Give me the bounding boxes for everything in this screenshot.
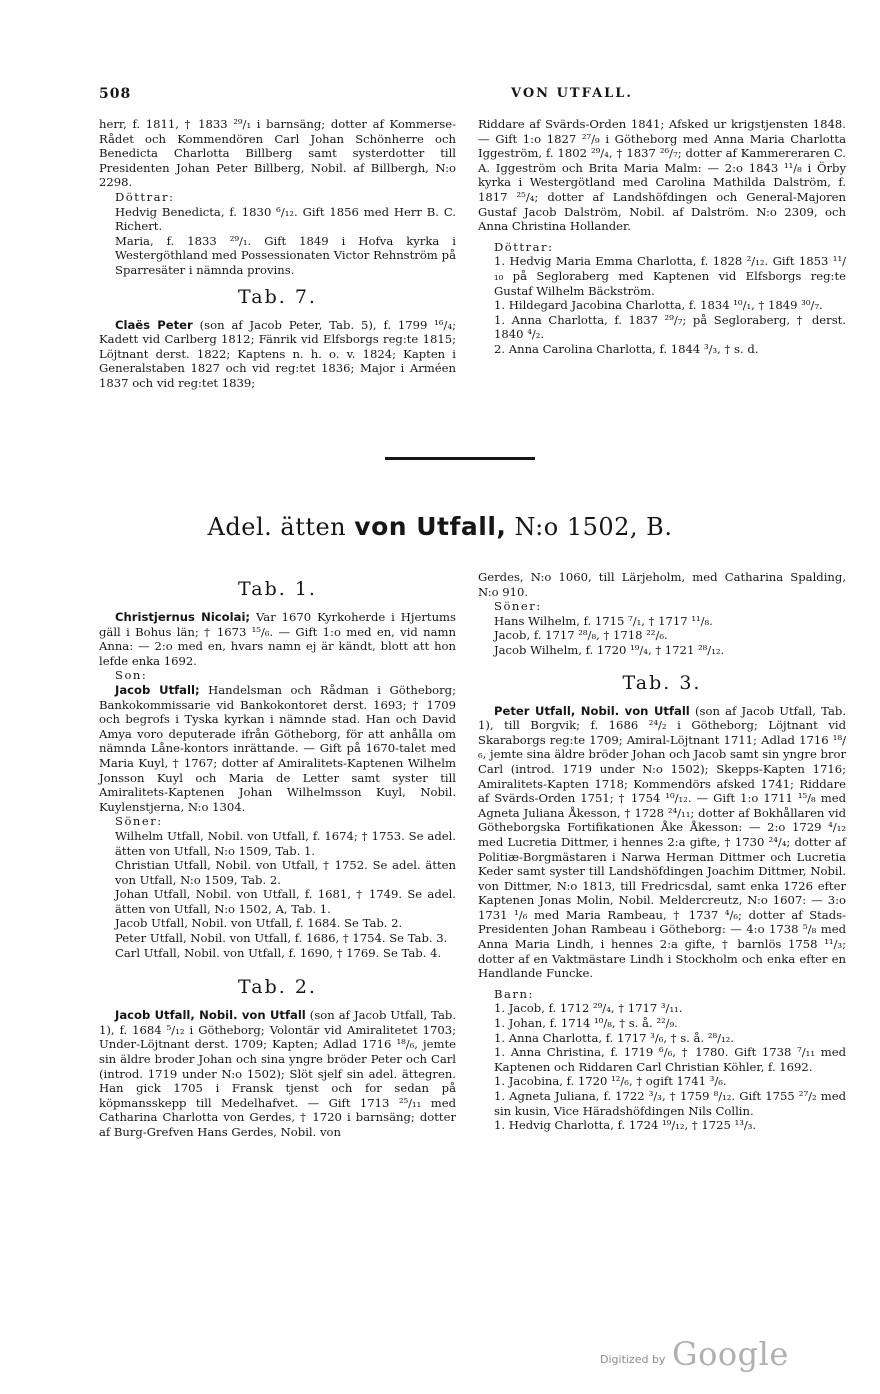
- children-label: Barn:: [494, 986, 534, 1001]
- child-entry: 1. Anna Christina, f. 1719 ⁶/₆, † 1780. Gift 1738 ⁷/₁₁ med Kaptenen och Riddaren Carl Christian Köhler, f. 1692.: [494, 1045, 846, 1074]
- child-entry: 1. Johan, f. 1714 ¹⁰/₈, † s. å. ²²/₉.: [494, 1016, 678, 1031]
- child-entry: 1. Agneta Juliana, f. 1722 ³/₃, † 1759 ⁸/₁₂. Gift 1755 ²⁷/₂ med sin kusin, Vice Häradshöfdingen Nils Collin.: [494, 1089, 846, 1118]
- child-entry: 1. Anna Charlotta, f. 1717 ³/₆, † s. å. ²⁸/₁₂.: [494, 1030, 735, 1045]
- son-entry: Jacob, f. 1717 ²⁸/₈, † 1718 ²²/₆.: [494, 628, 668, 643]
- son-entry: Peter Utfall, Nobil. von Utfall, f. 1686, † 1754. Se Tab. 3.: [115, 931, 448, 946]
- paragraph: Gerdes, N:o 1060, till Lärjeholm, med Catharina Spalding, N:o 910.: [478, 570, 846, 599]
- lower-right-column: [478, 570, 846, 1133]
- tab-heading: Tab. 3.: [622, 671, 702, 694]
- family-title-prefix: Adel. ätten: [207, 513, 347, 541]
- page-number: 508: [99, 86, 132, 102]
- digitized-watermark: [600, 1335, 790, 1375]
- family-title-number: N:o 1502, B.: [514, 513, 673, 541]
- son-entry: Jacob Wilhelm, f. 1720 ¹⁹/₄, † 1721 ²⁸/₁₂.: [494, 642, 725, 657]
- son-entry: Wilhelm Utfall, Nobil. von Utfall, f. 1674; † 1753. Se adel. ätten von Utfall, N:o 1509, Tab. 1.: [115, 828, 456, 858]
- person-name: Christjernus Nicolai;: [115, 610, 251, 624]
- tab7-entry: [99, 318, 456, 391]
- running-title: VON UTFALL.: [511, 86, 633, 101]
- son-entry: Johan Utfall, Nobil. von Utfall, f. 1681, † 1749. Se adel. ätten von Utfall, N:o 1502, A, Tab. 1.: [115, 887, 456, 916]
- person-name: Jacob Utfall;: [115, 682, 200, 697]
- child-entry: 1. Jacobina, f. 1720 ¹²/₆, † ogift 1741 ³/₆.: [494, 1074, 727, 1089]
- tab3-entry: [478, 704, 846, 981]
- lower-left-column: [99, 570, 456, 1140]
- google-logo: Google: [672, 1335, 789, 1373]
- entry-text: (son af Jacob Utfall, Tab. 1), f. 1684 ⁵/₁₂ i Götheborg; Volontär vid Amiralitetet 1703; Under-Löjtnant derst. 1709; Kapten; Adlad 1716 ¹⁸/₆, jemte sin äldre broder Johan och sina yngre bröder Peter och Carl (introd. 1719 under N:o 1502); Slöt sjelf sin adel. ättegren. Han gick 1705 i Fransk tjenst och for sedan på köpmansskepp till Medelhafvet. — Gift 1713 ²⁵/₁₁ med Catharina Charlotta von Gerdes, † 1720 i barnsäng; dotter af Burg-Grefven Hans Gerdes, Nobil. von: [99, 1008, 457, 1139]
- daughter-entry: Hedvig Benedicta, f. 1830 ⁶/₁₂. Gift 1856 med Herr B. C. Richert.: [115, 204, 456, 234]
- daughter-entry: 1. Hedvig Maria Emma Charlotta, f. 1828 ²/₁₂. Gift 1853 ¹¹/₁₀ på Segloraberg med Kaptenen vid Elfsborgs reg:te Gustaf Wilhelm Bäckström.: [494, 254, 846, 298]
- tab1-entry: [99, 610, 456, 668]
- section-divider: [385, 457, 535, 460]
- person-name: Jacob Utfall, Nobil. von Utfall: [115, 1008, 306, 1023]
- sons-label: Söner:: [115, 814, 163, 829]
- daughters-label: Döttrar:: [115, 189, 175, 204]
- entry-text: (son af Jacob Peter, Tab. 5), f. 1799 ¹⁶/₄; Kadett vid Carlberg 1812; Fänrik vid Elfsborgs reg:te 1815; Löjtnant derst. 1822; Kaptens n. h. o. v. 1824; Kapten i Generalstaben 1827 och vid reg:tet 1836; Major i Arméen 1837 och vid reg:tet 1839;: [99, 317, 457, 390]
- tab-heading: Tab. 7.: [238, 285, 317, 308]
- son-entry: [99, 683, 456, 814]
- running-header: [99, 86, 880, 106]
- top-left-column: [99, 117, 456, 391]
- person-name: Peter Utfall, Nobil. von Utfall: [494, 703, 690, 718]
- son-entry: Jacob Utfall, Nobil. von Utfall, f. 1684. Se Tab. 2.: [115, 916, 403, 931]
- tab-heading: Tab. 1.: [238, 578, 317, 600]
- tab-heading: Tab. 2.: [238, 976, 317, 999]
- tab2-entry: [99, 1008, 456, 1139]
- daughter-entry: 1. Hildegard Jacobina Charlotta, f. 1834 ¹⁰/₁, † 1849 ³⁰/₇.: [494, 298, 823, 313]
- daughters-label: Döttrar:: [494, 239, 554, 254]
- son-label: Son:: [115, 668, 148, 683]
- sons-label: Söner:: [494, 599, 542, 614]
- paragraph: Riddare af Svärds-Orden 1841; Afsked ur krigstjensten 1848. — Gift 1:o 1827 ²⁷/₉ i Götheborg med Anna Maria Charlotta Iggeström, f. 1802 ²⁹/₄, † 1837 ²⁶/₇; dotter af Kammereraren C. A. Iggeström och Brita Maria Malm: — 2:o 1843 ¹¹/₈ i Örby kyrka i Westergötland med Carolina Mathilda Dalström, f. 1817 ²⁵/₄; dotter af Landshöfdingen och General-Majoren Gustaf Jacob Dalström, Nobil. af Dalström. N:o 2309, och Anna Christina Hollander.: [478, 117, 846, 234]
- son-entry: Hans Wilhelm, f. 1715 ⁷/₁, † 1717 ¹¹/₈.: [494, 613, 713, 628]
- son-entry: Carl Utfall, Nobil. von Utfall, f. 1690, † 1769. Se Tab. 4.: [115, 945, 442, 960]
- paragraph: herr, f. 1811, † 1833 ²⁹/₁ i barnsäng; dotter af Kommerse-Rådet och Kommendören Carl Johan Schönherre och Benedicta Charlotta Billberg samt systerdotter till Presidenten Johan Peter Billberg, Nobil. af Billbergh, N:o 2298.: [99, 117, 456, 190]
- child-entry: 1. Jacob, f. 1712 ²⁹/₄, † 1717 ³/₁₁.: [494, 1001, 683, 1016]
- son-entry: Christian Utfall, Nobil. von Utfall, † 1752. Se adel. ätten von Utfall, N:o 1509, Tab. 2.: [115, 858, 456, 887]
- family-title: [0, 512, 880, 541]
- entry-text: (son af Jacob Utfall, Tab. 1), till Borgvik; f. 1686 ²⁴/₂ i Götheborg; Löjtnant vid Skaraborgs reg:te 1709; Amiral-Löjtnant 1711; Adlad 1716 ¹⁸/₆, jemte sina äldre bröder Johan och Jacob samt sin yngre bror Carl (introd. 1719 under N:o 1502); Skepps-Kapten 1716; Amiralitets-Kapten 1718; Kommendörs afsked 1741; Riddare af Svärds-Orden 1751; † 1754 ¹⁰/₁₂. — Gift 1:o 1711 ¹⁵/₈ med Agneta Juliana Åkesson, † 1728 ²⁴/₁₁; dotter af Bokhållaren vid Götheborgska Fortifikationen Åke Åkesson: — 2:o 1729 ⁴/₁₂ med Lucretia Dittmer, i hennes 2:a gifte, † 1730 ²⁴/₄; dotter af Politiæ-Borgmästaren i Narwa Herman Dittmer och Lucretia Keder samt syster till Landshöfdingen Joachim Dittmer, Nobil. von Dittmer, N:o 1813, till Fredricsdal, samt enka 1726 efter Kaptenen Jonas Molin, Nobil. Meldercreutz, N:o 1607: — 3:o 1731 ¹/₆ med Maria Rambeau, † 1737 ⁴/₆; dotter af Stads-Presidenten Johan Rambeau i Götheborg: — 4:o 1738 ⁵/₈ med Anna Maria Lindh, i hennes 2:a gifte, † barnlös 1758 ¹¹/₃; dotter af en Vaktmästare Lindh i Stockholm och enka efter en Handlande Funcke.: [478, 703, 847, 981]
- top-right-column: [478, 117, 846, 357]
- daughter-entry: 1. Anna Charlotta, f. 1837 ²⁹/₇; på Segloraberg, † derst. 1840 ⁴/₂.: [494, 312, 846, 342]
- entry-text: Handelsman och Rådman i Götheborg; Bankokommissarie vid Bankokontoret derst. 1693; † 1709 och begrofs i Tyska kyrkan i nämnde stad. Han och David Amya voro deputerade ifrån Götheborg, för att anhålla om nämnda Låne-kontors inrättande. — Gift på 1670-talet med Maria Kuyl, † 1767; dotter af Amiralitets-Kaptenen Wilhelm Jonsson Kuyl och Maria de Letter samt syster till Amiralitets-Kaptenen Johan Wilhelmsson Kuyl, Nobil. Kuylenstjerna, N:o 1304.: [99, 682, 457, 814]
- child-entry: 1. Hedvig Charlotta, f. 1724 ¹⁹/₁₂, † 1725 ¹³/₃.: [494, 1118, 757, 1133]
- daughter-entry: 2. Anna Carolina Charlotta, f. 1844 ³/₃, † s. d.: [494, 341, 759, 356]
- person-name: Claës Peter: [115, 317, 193, 332]
- entry-text: Var 1670 Kyrkoherde i Hjertums gäll i Bohus län; † 1673 ¹⁵/₆. — Gift 1:o med en, vid namn Anna: — 2:o med en, hvars namn ej är kändt, blott att hon lefde enka 1692.: [99, 610, 456, 668]
- family-title-name: von Utfall,: [354, 512, 507, 541]
- watermark-digitized-text: Digitized by: [600, 1353, 666, 1366]
- daughter-entry: Maria, f. 1833 ²⁹/₁. Gift 1849 i Hofva kyrka i Westergöthland med Possessionaten Victor Rehnström på Sparresäter i nämnda provins.: [115, 233, 456, 277]
